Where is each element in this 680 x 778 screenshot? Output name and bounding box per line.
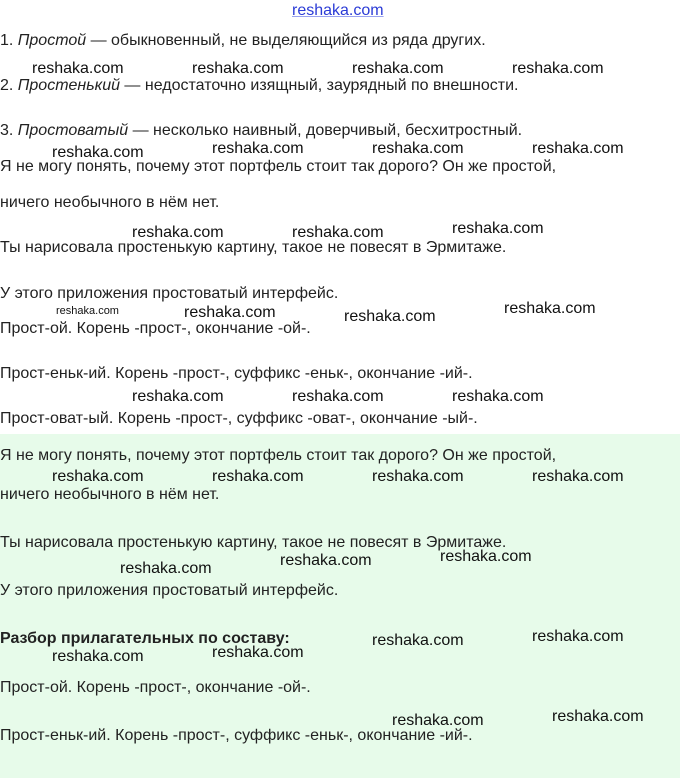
watermark: reshaka.com	[344, 308, 436, 325]
watermark: reshaka.com	[132, 388, 224, 405]
section-heading: Разбор прилагательных по составу:	[0, 630, 290, 647]
example-sentence: У этого приложения простоватый интерфейс.	[0, 285, 339, 302]
morpheme-line: Прост-ой. Корень -прост-, окончание -ой-.	[0, 320, 311, 337]
example-sentence: Ты нарисовала простенькую картину, такое не повесят в Эрмитаже.	[0, 239, 507, 256]
definition-1	[0, 31, 486, 51]
answer-sentence: Я не могу понять, почему этот портфель стоит так дорого? Он же простой,	[0, 447, 557, 464]
answer-morpheme-line: Прост-еньк-ий. Корень -прост-, суффикс -еньк-, окончание -ий-.	[0, 727, 473, 744]
definition-word: Простой	[17, 32, 87, 49]
answer-sentence: Ты нарисовала простенькую картину, такое не повесят в Эрмитаже.	[0, 534, 507, 551]
morpheme-line: Прост-еньк-ий. Корень -прост-, суффикс -еньк-, окончание -ий-.	[0, 365, 473, 382]
watermark: reshaka.com	[292, 388, 384, 405]
definition-number: 3.	[0, 122, 14, 139]
watermark: reshaka.com	[504, 300, 596, 317]
example-sentence: ничего необычного в нём нет.	[0, 194, 220, 211]
answer-sentence: ничего необычного в нём нет.	[0, 486, 220, 503]
watermark: reshaka.com	[352, 60, 444, 77]
definition-text: — несколько наивный, доверчивый, бесхитростный.	[128, 122, 523, 139]
definition-word: Простоватый	[17, 122, 129, 139]
site-link[interactable]: reshaka.com	[292, 2, 384, 19]
watermark: reshaka.com	[372, 140, 464, 157]
definition-text: — обыкновенный, не выделяющийся из ряда других.	[86, 32, 486, 49]
watermark: reshaka.com	[512, 60, 604, 77]
watermark: reshaka.com	[132, 224, 224, 241]
morpheme-line: Прост-оват-ый. Корень -прост-, суффикс -оват-, окончание -ый-.	[0, 410, 478, 427]
watermark: reshaka.com	[280, 552, 372, 569]
watermark: reshaka.com	[52, 144, 144, 161]
definition-text: — недостаточно изящный, заурядный по внешности.	[119, 77, 519, 94]
watermark: reshaka.com	[56, 305, 119, 317]
watermark: reshaka.com	[392, 712, 484, 729]
definition-number: 2.	[0, 77, 14, 94]
watermark: reshaka.com	[532, 628, 624, 645]
watermark: reshaka.com	[184, 304, 276, 321]
answer-sentence: У этого приложения простоватый интерфейс.	[0, 582, 339, 599]
watermark: reshaka.com	[372, 632, 464, 649]
definition-3	[0, 121, 522, 141]
watermark: reshaka.com	[532, 140, 624, 157]
watermark: reshaka.com	[120, 560, 212, 577]
watermark: reshaka.com	[192, 60, 284, 77]
definition-word: Простенький	[17, 77, 120, 94]
watermark: reshaka.com	[52, 468, 144, 485]
answer-morpheme-line: Прост-ой. Корень -прост-, окончание -ой-.	[0, 679, 311, 696]
watermark: reshaka.com	[372, 468, 464, 485]
watermark: reshaka.com	[452, 388, 544, 405]
watermark: reshaka.com	[452, 220, 544, 237]
watermark: reshaka.com	[32, 60, 124, 77]
watermark: reshaka.com	[212, 140, 304, 157]
watermark: reshaka.com	[440, 548, 532, 565]
definition-2	[0, 76, 519, 96]
watermark: reshaka.com	[552, 708, 644, 725]
watermark: reshaka.com	[52, 648, 144, 665]
watermark: reshaka.com	[532, 468, 624, 485]
example-sentence: Я не могу понять, почему этот портфель стоит так дорого? Он же простой,	[0, 158, 557, 175]
definition-number: 1.	[0, 32, 14, 49]
watermark: reshaka.com	[212, 468, 304, 485]
watermark: reshaka.com	[212, 644, 304, 661]
watermark: reshaka.com	[292, 224, 384, 241]
